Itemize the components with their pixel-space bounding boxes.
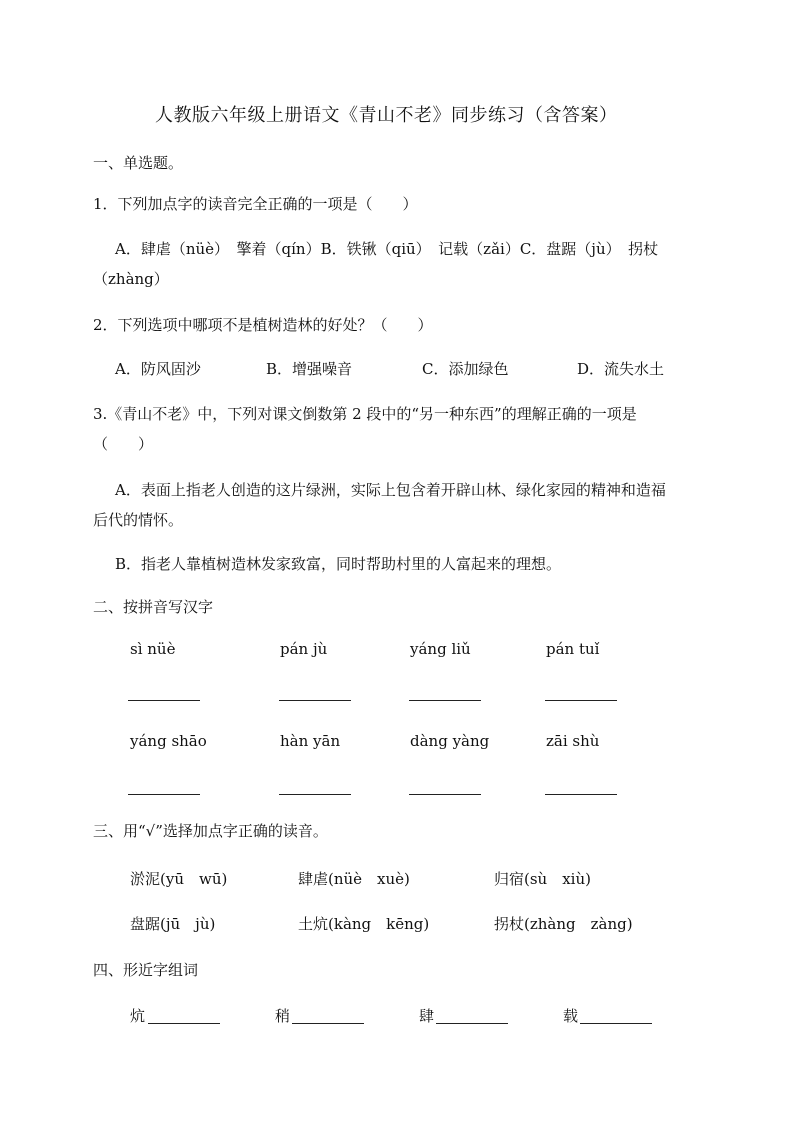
answer-blank[interactable] xyxy=(128,700,200,701)
char-label: 炕 xyxy=(130,1007,146,1025)
answer-blank[interactable] xyxy=(148,1023,220,1024)
answer-blank[interactable] xyxy=(545,794,617,795)
reading-choice[interactable]: 归宿(sù xiù) xyxy=(494,870,591,888)
char-label: 载 xyxy=(563,1007,579,1025)
pinyin-item: dàng yàng xyxy=(410,732,490,750)
answer-blank[interactable] xyxy=(292,1023,364,1024)
reading-choice[interactable]: 淤泥(yū wū) xyxy=(130,870,228,888)
section3-heading: 三、用“√”选择加点字正确的读音。 xyxy=(93,822,328,840)
answer-blank[interactable] xyxy=(128,794,200,795)
q3-stem-cont: （ ） xyxy=(93,435,154,453)
pinyin-item: hàn yān xyxy=(280,732,341,750)
q3-stem: 3.《青山不老》中，下列对课文倒数第 2 段中的“另一种东西”的理解正确的一项是 xyxy=(93,405,637,423)
pinyin-item: yáng shāo xyxy=(130,732,207,750)
section1-heading: 一、单选题。 xyxy=(93,154,184,172)
answer-blank[interactable] xyxy=(409,794,481,795)
section4-heading: 四、形近字组词 xyxy=(93,961,199,979)
pinyin-item: pán tuǐ xyxy=(546,640,600,658)
pinyin-item: sì nüè xyxy=(130,640,176,658)
pinyin-item: zāi shù xyxy=(546,732,600,750)
reading-choice[interactable]: 拐杖(zhàng zàng) xyxy=(494,915,633,933)
q3-option-a-cont: 后代的情怀。 xyxy=(93,511,184,529)
reading-choice[interactable]: 肆虐(nüè xuè) xyxy=(298,870,410,888)
reading-choice[interactable]: 土炕(kàng kēng) xyxy=(298,915,430,933)
answer-blank[interactable] xyxy=(436,1023,508,1024)
q1-options-cont: （zhàng） xyxy=(93,270,169,288)
q2-option-d: D．流失水土 xyxy=(577,360,665,378)
reading-choice[interactable]: 盘踞(jū jù) xyxy=(130,915,216,933)
answer-blank[interactable] xyxy=(279,700,351,701)
q2-option-a: A．防风固沙 xyxy=(115,360,201,378)
answer-blank[interactable] xyxy=(279,794,351,795)
answer-blank[interactable] xyxy=(545,700,617,701)
q3-option-b: B．指老人靠植树造林发家致富，同时帮助村里的人富起来的理想。 xyxy=(115,555,562,573)
section2-heading: 二、按拼音写汉字 xyxy=(93,598,214,616)
q2-stem: 2．下列选项中哪项不是植树造林的好处？（ ） xyxy=(93,316,433,334)
q3-option-a: A．表面上指老人创造的这片绿洲，实际上包含着开辟山林、绿化家园的精神和造福 xyxy=(115,481,666,499)
pinyin-item: pán jù xyxy=(280,640,328,658)
q1-stem: 1．下列加点字的读音完全正确的一项是（ ） xyxy=(93,195,418,213)
page-title: 人教版六年级上册语文《青山不老》同步练习（含答案） xyxy=(155,105,618,126)
q1-options: A．肆虐（nüè） 擎着（qín）B．铁锹（qiū） 记载（zǎi）C．盘踞（jù） 拐杖 xyxy=(115,240,659,258)
answer-blank[interactable] xyxy=(409,700,481,701)
answer-blank[interactable] xyxy=(580,1023,652,1024)
char-label: 肆 xyxy=(419,1007,435,1025)
char-label: 稍 xyxy=(275,1007,291,1025)
q2-option-b: B．增强噪音 xyxy=(266,360,353,378)
pinyin-item: yáng liǔ xyxy=(410,640,471,658)
q2-option-c: C．添加绿色 xyxy=(422,360,509,378)
